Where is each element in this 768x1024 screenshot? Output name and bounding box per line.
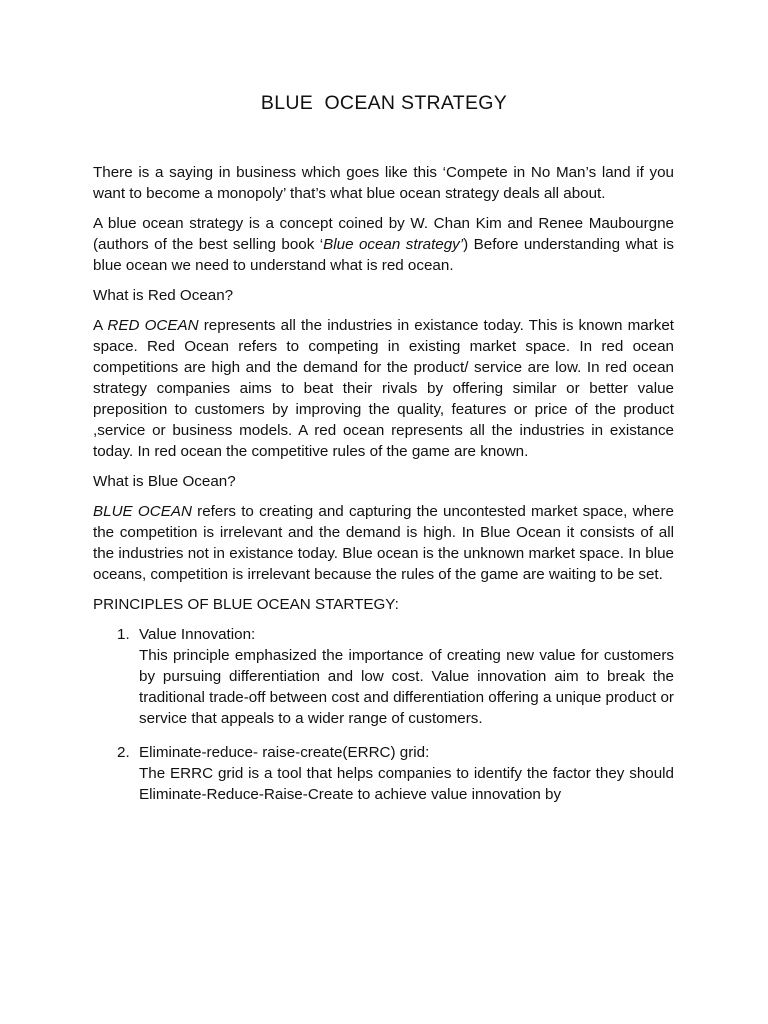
list-item-title: Value Innovation:: [139, 626, 256, 643]
principles-list: [93, 624, 674, 805]
blue-ocean-text: refers to creating and capturing the uncontested market space, where the competition is irrelevant and the demand is high. In Blue Ocean it consists of all the industries not in existance today. Blue ocean is the unknown market space. In blue oceans, competition is irrelevant because the rules of the game are waiting to be set.: [93, 503, 674, 583]
document-title: BLUE OCEAN STRATEGY: [260, 92, 508, 114]
principle-errc-grid: [93, 742, 674, 805]
blue-ocean-paragraph: [93, 501, 674, 585]
list-item-text: The ERRC grid is a tool that helps companies to identify the factor they should Eliminate-Reduce-Raise-Create to achieve value innovation by: [139, 765, 674, 803]
list-item-text: This principle emphasized the importance of creating new value for customers by pursuing differentiation and low cost. Value innovation aim to break the traditional trade-off between cost and differentiation offering a unique product or service that appeals to a wider range of customers.: [139, 647, 674, 727]
principles-heading: PRINCIPLES OF BLUE OCEAN STARTEGY:: [93, 596, 399, 613]
blue-ocean-heading: What is Blue Ocean?: [93, 473, 236, 490]
list-item-number: 1.: [117, 626, 130, 643]
definition-paragraph: [93, 213, 674, 276]
definition-text-after: ) Before understanding what is blue ocean we need to understand what is red ocean.: [93, 236, 674, 274]
document-body: [93, 162, 674, 805]
principle-value-innovation: [93, 624, 674, 729]
red-ocean-heading: What is Red Ocean?: [93, 287, 234, 304]
definition-text-before: A blue ocean strategy is a concept coined by W. Chan Kim and Renee Maubourgne (authors of the best selling book ‘: [93, 215, 674, 253]
blue-ocean-term: BLUE OCEAN: [93, 503, 192, 520]
red-ocean-term: RED OCEAN: [107, 317, 199, 334]
red-ocean-lead: A: [93, 317, 108, 334]
list-item-title: Eliminate-reduce- raise-create(ERRC) grid:: [139, 744, 430, 761]
intro-paragraph: There is a saying in business which goes like this ‘Compete in No Man’s land if you want to become a monopoly’ that’s what blue ocean strategy deals all about.: [93, 164, 674, 202]
red-ocean-paragraph: [93, 315, 674, 462]
red-ocean-text: represents all the industries in existance today. This is known market space. Red Ocean refers to competing in existing market space. In red ocean competitions are high and the demand for the product/ service are low. In red ocean strategy companies aims to beat their rivals by offering similar or better value preposition to customers by improving the quality, features or price of the product ,service or business models. A red ocean represents all the industries in existance today. In red ocean the competitive rules of the game are known.: [93, 317, 674, 460]
list-item-number: 2.: [117, 744, 130, 761]
book-title: Blue ocean strategy’: [323, 236, 464, 253]
